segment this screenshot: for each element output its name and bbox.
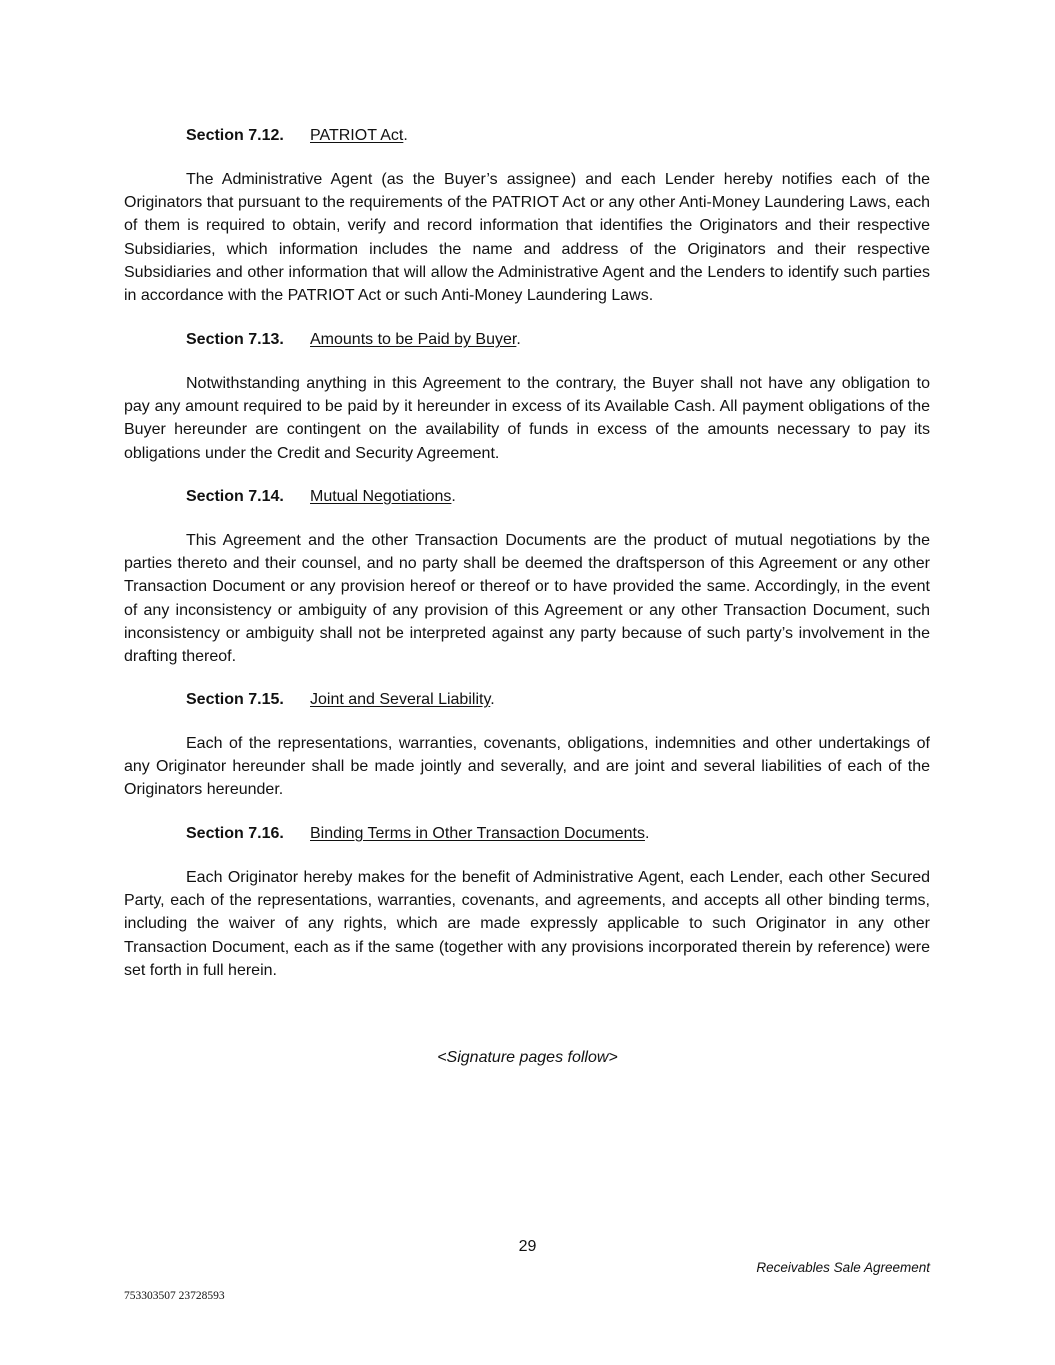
section-number: Section 7.12. [186, 127, 284, 144]
section-number: Section 7.15. [186, 691, 284, 708]
section-heading: Section 7.15. Joint and Several Liability. [124, 688, 930, 711]
section-body: Each of the representations, warranties, covenants, obligations, indemnities and other undertakings of any Originator hereunder shall be made jointly and severally, and are joint and several liabilities of each of the Originators hereunder. [124, 735, 930, 799]
section-7-12 [124, 124, 930, 307]
section-number: Section 7.14. [186, 488, 284, 505]
section-heading: Section 7.12. PATRIOT Act. [124, 124, 930, 147]
section-heading: Section 7.13. Amounts to be Paid by Buyer. [124, 328, 930, 351]
footer-document-title: Receivables Sale Agreement [756, 1260, 930, 1275]
section-body: The Administrative Agent (as the Buyer’s assignee) and each Lender hereby notifies each of the Originators that pursuant to the requirements of the PATRIOT Act or any other Anti-Money Laundering Laws, each of them is required to obtain, verify and record information that identifies the Originators and their respective Subsidiaries, which information includes the name and address of the Originators and their respective Subsidiaries and other information that will allow the Administrative Agent and the Lenders to identify such parties in accordance with the PATRIOT Act or such Anti-Money Laundering Laws. [124, 171, 930, 305]
section-number: Section 7.16. [186, 825, 284, 842]
section-body: This Agreement and the other Transaction Documents are the product of mutual negotiations by the parties thereto and their counsel, and no party shall be deemed the draftsperson of this Agreement or any other Transaction Document or any provision hereof or thereof or to have provided the same. Accordingly, in the event of any inconsistency or ambiguity of any provision of this Agreement or any other Transaction Document, such inconsistency or ambiguity shall not be interpreted against any party because of such party’s involvement in the drafting thereof. [124, 532, 930, 666]
page-number: 29 [518, 1238, 537, 1255]
section-number: Section 7.13. [186, 331, 284, 348]
section-7-16 [124, 822, 930, 982]
document-id: 753303507 23728593 [124, 1290, 225, 1302]
section-7-13 [124, 328, 930, 465]
section-heading: Section 7.14. Mutual Negotiations. [124, 485, 930, 508]
section-7-15 [124, 688, 930, 802]
signature-pages-note: <Signature pages follow> [437, 1049, 618, 1066]
section-heading: Section 7.16. Binding Terms in Other Transaction Documents. [124, 822, 930, 845]
section-title: PATRIOT Act [310, 127, 404, 144]
section-7-14 [124, 485, 930, 668]
section-body: Each Originator hereby makes for the benefit of Administrative Agent, each Lender, each other Secured Party, each of the representations, warranties, covenants, and agreements, and accepts all other binding terms, including the waiver of any rights, which are made expressly applicable to such Originator in any other Transaction Document, each as if the same (together with any provisions incorporated therein by reference) were set forth in full herein. [124, 869, 930, 979]
section-title: Amounts to be Paid by Buyer [310, 331, 517, 348]
section-title: Mutual Negotiations [310, 488, 452, 505]
section-title: Binding Terms in Other Transaction Documents [310, 825, 645, 842]
section-body: Notwithstanding anything in this Agreement to the contrary, the Buyer shall not have any obligation to pay any amount required to be paid by it hereunder in excess of its Available Cash. All payment obligations of the Buyer hereunder are contingent on the availability of funds in excess of the amounts necessary to pay its obligations under the Credit and Security Agreement. [124, 375, 930, 462]
section-title: Joint and Several Liability [310, 691, 491, 708]
